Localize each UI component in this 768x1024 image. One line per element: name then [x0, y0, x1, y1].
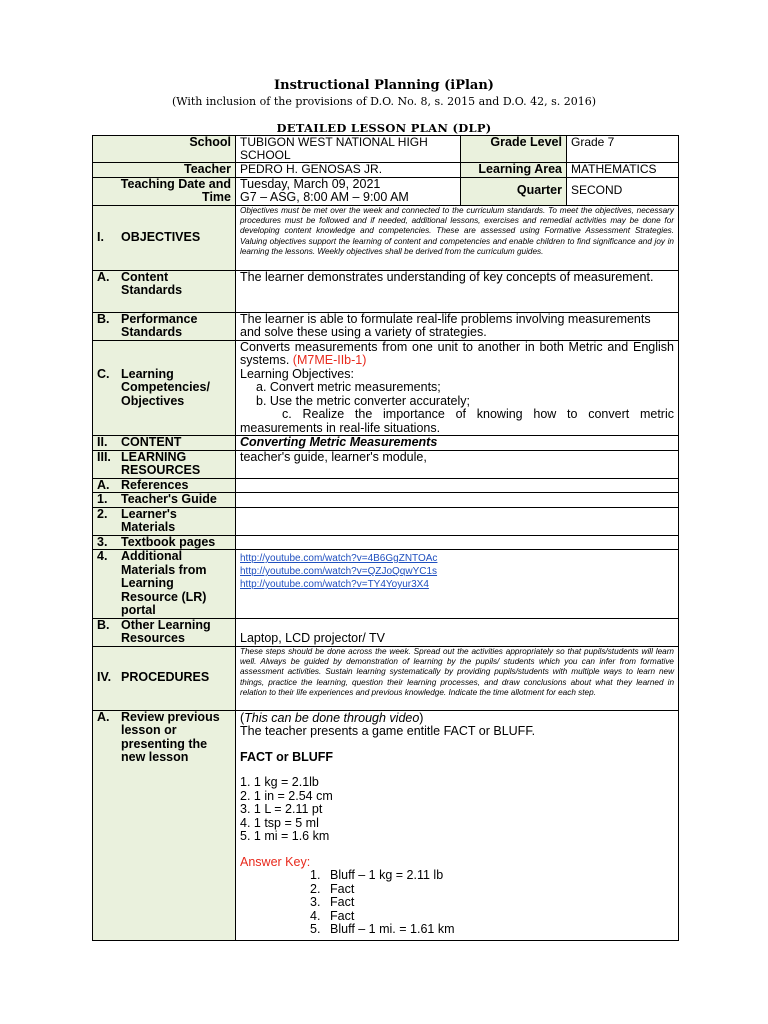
- teachers-guide-value: [236, 493, 679, 508]
- content-standards-label: Content Standards: [121, 270, 183, 297]
- teacher-label: Teacher: [93, 163, 236, 178]
- teaching-date-label: Teaching Date and Time: [93, 177, 236, 205]
- answer-item: 1. Bluff – 1 kg = 2.11 lb: [310, 868, 444, 882]
- learning-area-value: MATHEMATICS: [567, 163, 679, 178]
- review-row: [93, 710, 679, 940]
- quarter-value: SECOND: [567, 177, 679, 205]
- textbook-pages-row: [93, 535, 679, 550]
- objective-c: c. Realize the importance of knowing how to convert metric measurements in real-life situations.: [240, 407, 674, 435]
- youtube-link-2[interactable]: http://youtube.com/watch?v=QZJoQqwYC1s: [240, 566, 438, 577]
- game-title: FACT or BLUFF: [240, 749, 334, 764]
- content-label-cell: [93, 436, 236, 451]
- learning-objectives-label: Learning Objectives:: [240, 366, 354, 381]
- textbook-pages-label: Textbook pages: [121, 535, 216, 549]
- teachers-guide-num: 1.: [97, 492, 108, 506]
- dlp-table: [92, 135, 679, 941]
- other-resources-label-cell: [93, 618, 236, 646]
- answer-item: 2. Fact: [310, 881, 355, 896]
- answer-key-label: Answer Key:: [240, 854, 311, 869]
- learning-resources-text: teacher's guide, learner's module,: [236, 450, 679, 478]
- review-content: (This can be done through video) The teacher presents a game entitle FACT or BLUFF. FACT or BLUFF 1. 1 kg = 2.1lb 2. 1 in = 2.54 cm 3. 1 L = 2.11 pt 4. 1 tsp = 5 ml 5. 1 mi = 1.6 km Answer Key: 1. Bluff – 1 kg = 2.11 lb 2. Fact 3. Fact 4. Fact 5. Bluff – 1 mi. = 1.61 km: [236, 710, 679, 940]
- content-label: CONTENT: [121, 435, 182, 449]
- competencies-num: C.: [97, 366, 110, 381]
- learners-materials-row: [93, 507, 679, 535]
- objective-b: b. Use the metric converter accurately;: [256, 393, 470, 408]
- references-row: [93, 478, 679, 493]
- procedures-label-cell: [93, 646, 236, 710]
- additional-materials-label-cell: [93, 550, 236, 619]
- teachers-guide-label-cell: [93, 493, 236, 508]
- page-title: Instructional Planning (iPlan): [274, 78, 494, 93]
- learners-materials-label-cell: [93, 507, 236, 535]
- learners-materials-label: Learner's Materials: [121, 507, 177, 534]
- answer-item: 4. Fact: [310, 908, 355, 923]
- additional-materials-label: Additional Materials from Learning Resource (LR) portal: [121, 549, 207, 617]
- teachers-guide-label: Teacher's Guide: [121, 492, 217, 506]
- youtube-link-1[interactable]: http://youtube.com/watch?v=4B6GgZNTOAc: [240, 553, 438, 564]
- content-text: Converting Metric Measurements: [236, 436, 679, 451]
- teachers-guide-row: [93, 493, 679, 508]
- performance-standards-row: [93, 312, 679, 340]
- objectives-note: Objectives must be met over the week and connected to the curriculum standards. To meet the objectives, necessary procedures must be followed and if needed, additional lessons, exercises and remedial activities may be done for developing content knowledge and competencies. These are assessed using Formative Assessment Strategies. Valuing objectives support the learning of content and competencies and enable children to find significance and joy in learning the lessons. Weekly objectives shall be derived from the curriculum guides.: [236, 205, 679, 270]
- textbook-pages-num: 3.: [97, 535, 108, 549]
- learning-resources-label: LEARNING RESOURCES: [121, 450, 201, 477]
- grade-level-label: Grade Level: [461, 136, 567, 163]
- game-item: 2. 1 in = 2.54 cm: [240, 788, 333, 803]
- performance-standards-num: B.: [97, 312, 110, 326]
- objectives-row: [93, 205, 679, 270]
- learning-resources-label-cell: [93, 450, 236, 478]
- youtube-link-3[interactable]: http://youtube.com/watch?v=TY4Yoyur3X4: [240, 579, 429, 590]
- other-resources-row: [93, 618, 679, 646]
- additional-materials-links: [236, 550, 679, 619]
- competency-code: (M7ME-IIb-1): [292, 353, 367, 367]
- school-label: School: [93, 136, 236, 163]
- teacher-row: [93, 163, 679, 178]
- page-subtitle: (With inclusion of the provisions of D.O. No. 8, s. 2015 and D.O. 42, s. 2016): [171, 95, 597, 108]
- teaching-date-line1: Tuesday, March 09, 2021: [240, 177, 381, 191]
- learning-resources-row: [93, 450, 679, 478]
- review-label: Review previous lesson or presenting the new lesson: [121, 710, 220, 764]
- quarter-label: Quarter: [461, 177, 567, 205]
- references-label: References: [121, 478, 189, 492]
- competencies-row: [93, 340, 679, 436]
- performance-standards-label: Performance Standards: [121, 312, 198, 339]
- references-value: [236, 478, 679, 493]
- school-row: [93, 136, 679, 163]
- other-resources-num: B.: [97, 618, 110, 632]
- additional-materials-row: [93, 550, 679, 619]
- competencies-label-cell: [93, 340, 236, 436]
- content-row: [93, 436, 679, 451]
- textbook-pages-value: [236, 535, 679, 550]
- objectives-label-cell: [93, 205, 236, 270]
- video-note: This can be done through video: [244, 710, 420, 725]
- procedures-label: PROCEDURES: [121, 670, 210, 685]
- teaching-date-line2: G7 – ASG, 8:00 AM – 9:00 AM: [240, 190, 409, 204]
- content-standards-num: A.: [97, 270, 110, 284]
- objectives-num: I.: [97, 229, 104, 244]
- content-standards-label-cell: [93, 270, 236, 312]
- review-label-cell: [93, 710, 236, 940]
- learning-area-label: Learning Area: [461, 163, 567, 178]
- date-row: [93, 177, 679, 205]
- additional-materials-num: 4.: [97, 549, 108, 563]
- school-value: TUBIGON WEST NATIONAL HIGH SCHOOL: [236, 136, 461, 163]
- teaching-date-value: [236, 177, 461, 205]
- teacher-value: PEDRO H. GENOSAS JR.: [236, 163, 461, 178]
- procedures-note: These steps should be done across the week. Spread out the activities appropriately so that pupils/students will learn well. Always be guided by demonstration of learning by the pupils/ students which you can infer from formative assessment activities. Sustain learning systematically by providing pupils/students with multiple ways to learn new things, practice the learning, question their learning processes, and draw conclusions about what they learned in relation to their life experiences and previous knowledge. Indicate the time allotment for each step.: [236, 646, 679, 710]
- procedures-row: [93, 646, 679, 710]
- game-item: 1. 1 kg = 2.1lb: [240, 775, 319, 789]
- game-item: 4. 1 tsp = 5 ml: [240, 815, 319, 830]
- textbook-pages-label-cell: [93, 535, 236, 550]
- content-standards-row: [93, 270, 679, 312]
- learners-materials-num: 2.: [97, 507, 108, 521]
- answer-item: 3. Fact: [310, 895, 355, 909]
- competencies-label: Learning Competencies/ Objectives: [121, 366, 210, 408]
- objectives-label: OBJECTIVES: [121, 229, 201, 244]
- content-num: II.: [97, 435, 108, 449]
- other-resources-text: Laptop, LCD projector/ TV: [236, 618, 679, 646]
- dlp-title: DETAILED LESSON PLAN (DLP): [276, 121, 492, 135]
- performance-standards-text: The learner is able to formulate real-life problems involving measurements and solve these using a variety of strategies.: [236, 312, 679, 340]
- grade-level-value: Grade 7: [567, 136, 679, 163]
- references-num: A.: [97, 478, 110, 492]
- references-label-cell: [93, 478, 236, 493]
- game-item: 3. 1 L = 2.11 pt: [240, 802, 323, 816]
- other-resources-label: Other Learning Resources: [121, 618, 211, 645]
- learners-materials-value: [236, 507, 679, 535]
- competencies-line1: Converts measurements from one unit to another in both Metric and English systems.: [240, 340, 674, 367]
- objective-a: a. Convert metric measurements;: [256, 380, 441, 394]
- review-intro: The teacher presents a game entitle FACT or BLUFF.: [240, 724, 536, 738]
- learning-resources-num: III.: [97, 450, 111, 464]
- answer-item: 5. Bluff – 1 mi. = 1.61 km: [310, 922, 455, 936]
- review-num: A.: [97, 710, 110, 724]
- content-standards-text: The learner demonstrates understanding of key concepts of measurement.: [236, 270, 679, 312]
- procedures-num: IV.: [97, 670, 112, 685]
- game-item: 5. 1 mi = 1.6 km: [240, 829, 330, 843]
- performance-standards-label-cell: [93, 312, 236, 340]
- competencies-text: [236, 340, 679, 436]
